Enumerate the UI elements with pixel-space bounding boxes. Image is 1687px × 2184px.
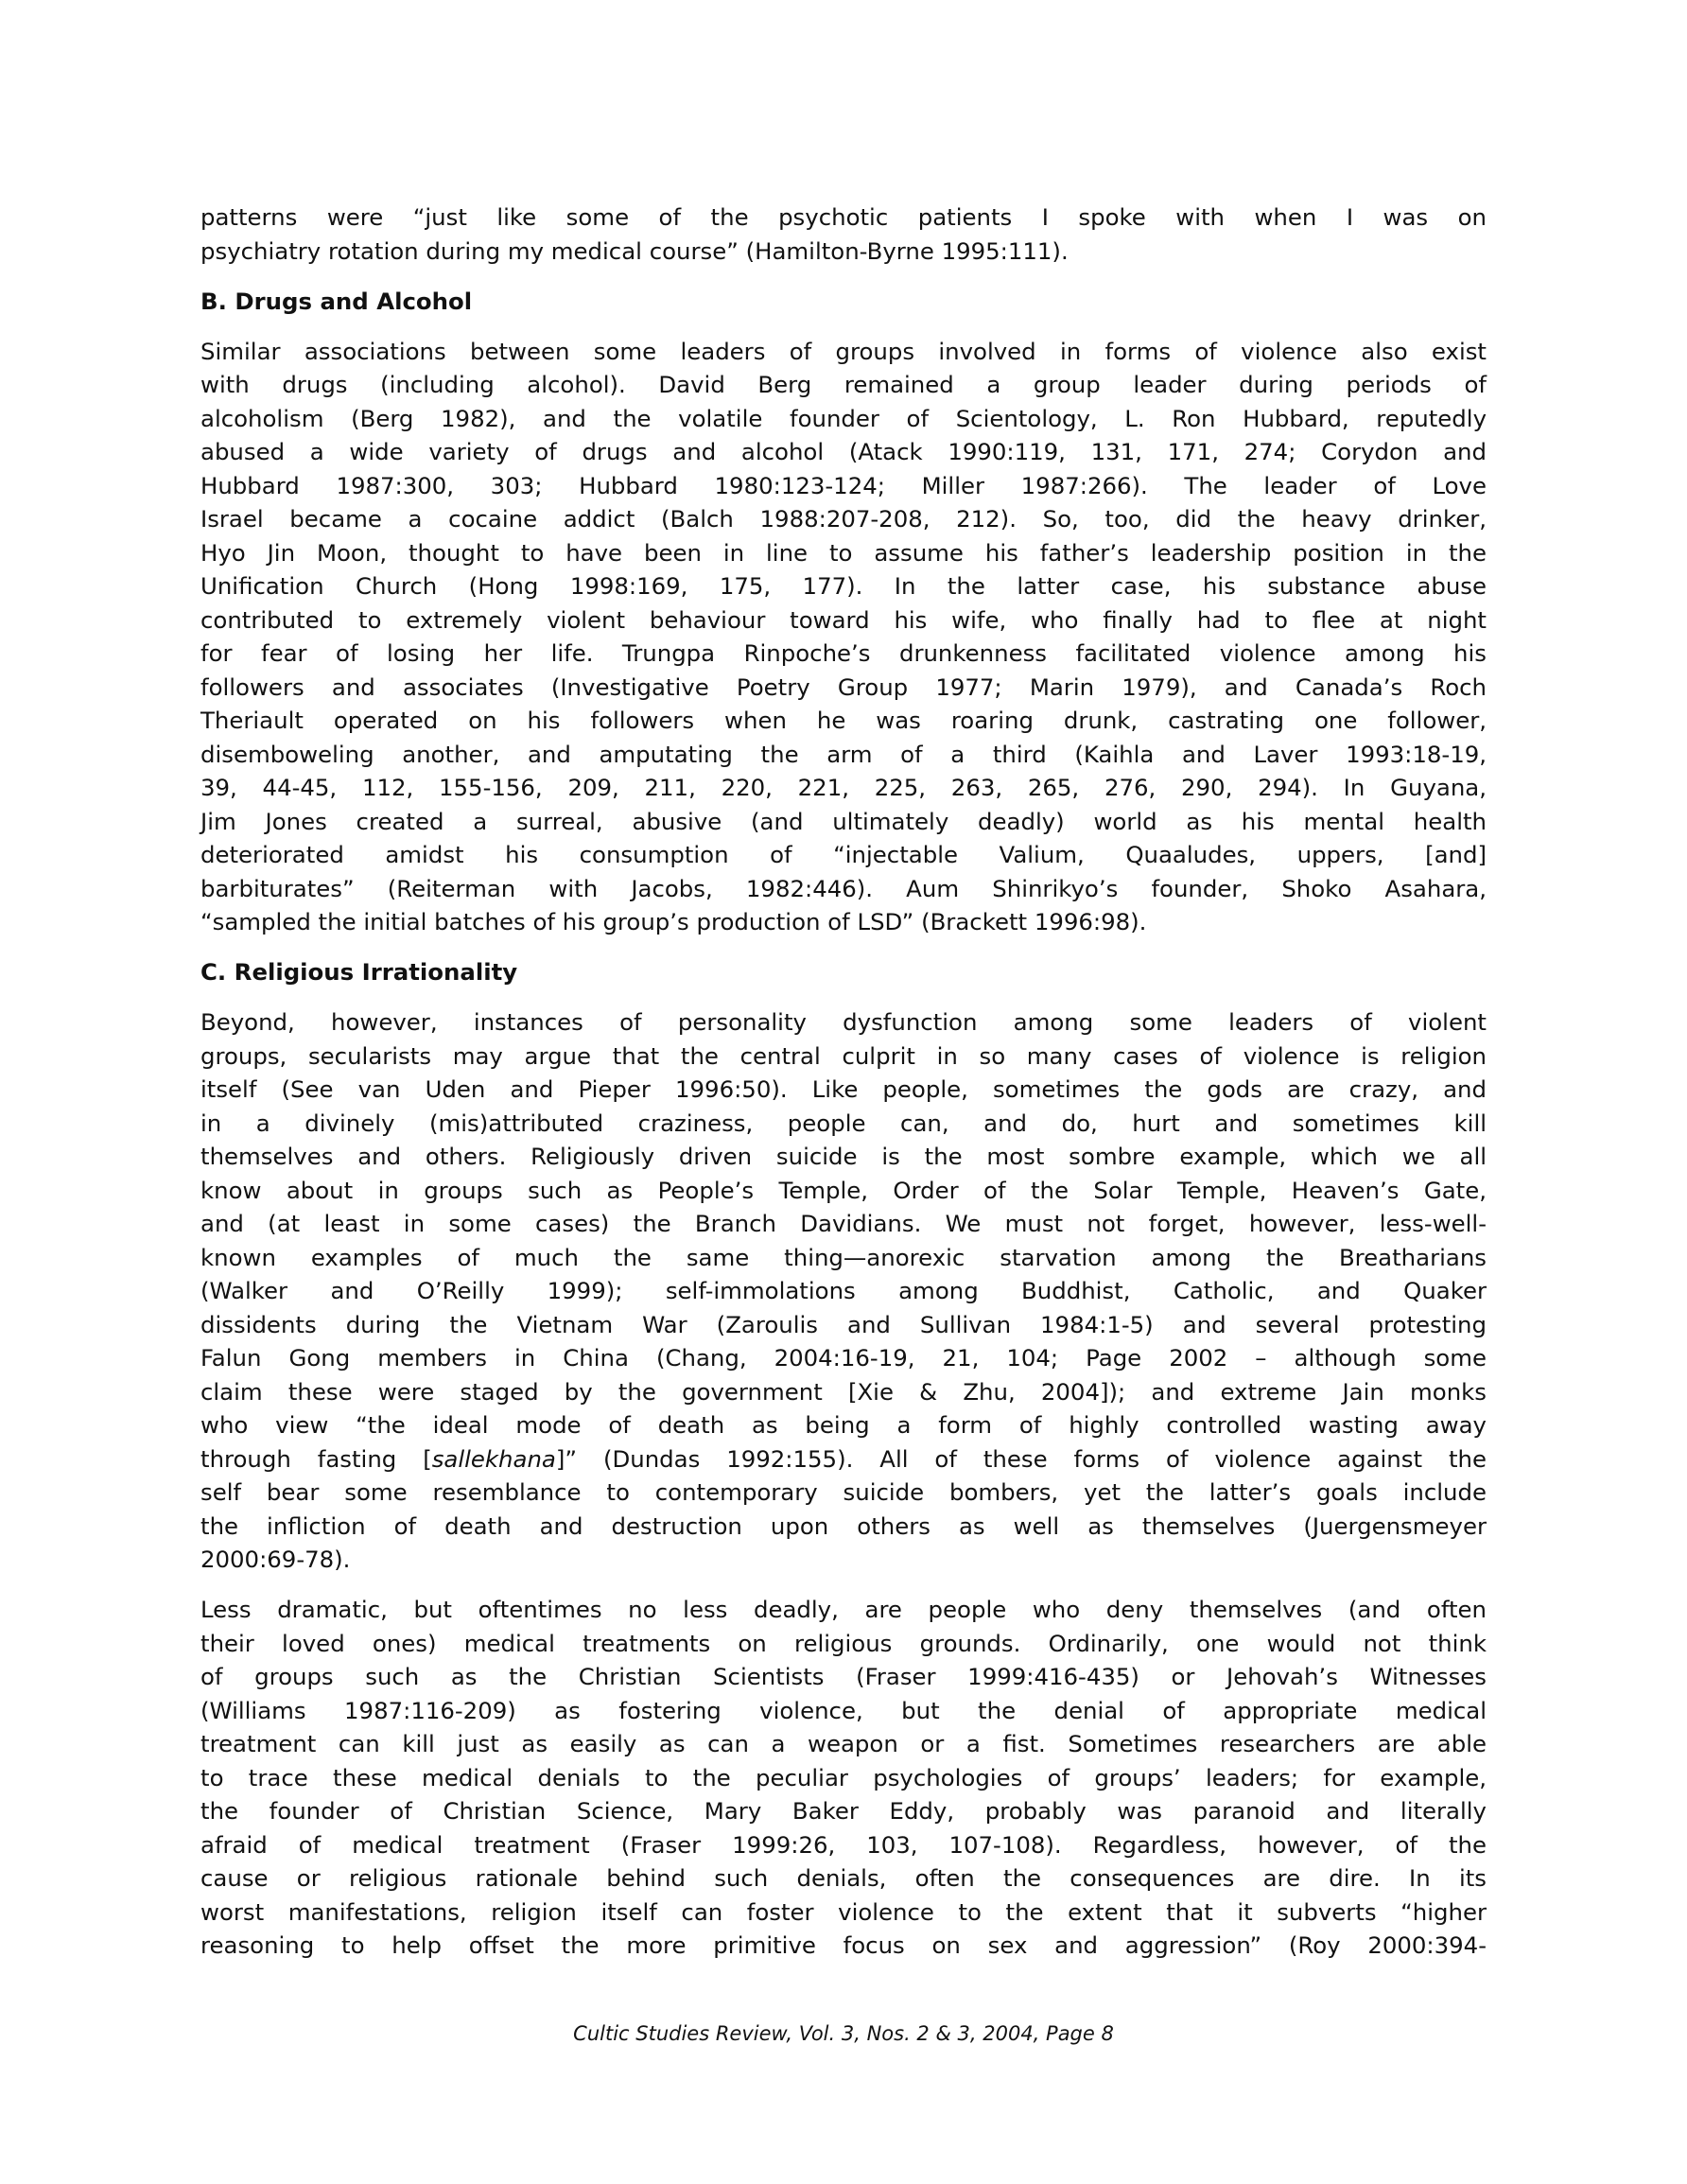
text-line: contributed to extremely violent behaviour toward his wife, who finally had to flee at night [200, 605, 1487, 634]
text-line: Hubbard 1987:300, 303; Hubbard 1980:123-124; Miller 1987:266). The leader of Love [200, 471, 1487, 499]
section-heading-religious-irrationality [200, 955, 1487, 989]
text-line: claim these were staged by the government [Xie & Zhu, 2004]); and extreme Jain monks [200, 1377, 1487, 1406]
text-line: dissidents during the Vietnam War (Zaroulis and Sullivan 1984:1-5) and several protesting [200, 1310, 1487, 1338]
text-line: Hyo Jin Moon, thought to have been in line to assume his father’s leadership position in the [200, 538, 1487, 567]
heading-text: B. Drugs and Alcohol [200, 287, 473, 315]
text-line: with drugs (including alcohol). David Berg remained a group leader during periods of [200, 371, 1487, 398]
text-line: afraid of medical treatment (Fraser 1999:26, 103, 107-108). Regardless, however, of the [200, 1830, 1487, 1859]
text-line: followers and associates (Investigative Poetry Group 1977; Marin 1979), and Canada’s Roch [200, 673, 1487, 701]
text-line: Jim Jones created a surreal, abusive (and ultimately deadly) world as his mental health [200, 807, 1487, 835]
text-line: their loved ones) medical treatments on religious grounds. Ordinarily, one would not think [200, 1629, 1487, 1657]
text-line: of groups such as the Christian Scientists (Fraser 1999:416-435) or Jehovah’s Witnesses [200, 1663, 1487, 1690]
text-line: (Williams 1987:116-209) as fostering violence, but the denial of appropriate medical [200, 1696, 1487, 1724]
paragraph-religious-irrationality [200, 1005, 1487, 1577]
text-line: disemboweling another, and amputating the arm of a third (Kaihla and Laver 1993:18-19, [200, 740, 1487, 768]
text-line: worst manifestations, religion itself can foster violence to the extent that it subverts “higher [200, 1897, 1487, 1926]
text-line: themselves and others. Religiously driven suicide is the most sombre example, which we all [200, 1143, 1487, 1170]
text-line: in a divinely (mis)attributed craziness, people can, and do, hurt and sometimes kill [200, 1109, 1487, 1137]
italic-term-sallekhana: sallekhana [431, 1444, 556, 1473]
text-line: barbiturates” (Reiterman with Jacobs, 1982:446). Aum Shinrikyo’s founder, Shoko Asahara, [200, 874, 1487, 902]
text-line: alcoholism (Berg 1982), and the volatile founder of Scientology, L. Ron Hubbard, reputedly [200, 404, 1487, 432]
text-line: (Walker and O’Reilly 1999); self-immolations among Buddhist, Catholic, and Quaker [200, 1277, 1487, 1304]
text-line: reasoning to help offset the more primitive focus on sex and aggression” (Roy 2000:394- [200, 1931, 1487, 1959]
paragraph-continuation [200, 201, 1487, 268]
text-line: Similar associations between some leaders of groups involved in forms of violence also exist [200, 337, 1487, 365]
text-line: for fear of losing her life. Trungpa Rinpoche’s drunkenness facilitated violence among his [200, 639, 1487, 667]
text-line: self bear some resemblance to contemporary suicide bombers, yet the latter’s goals include [200, 1478, 1487, 1506]
text-line: Less dramatic, but oftentimes no less deadly, are people who deny themselves (and often [200, 1596, 1487, 1623]
text-line: groups, secularists may argue that the central culprit in so many cases of violence is religion [200, 1041, 1487, 1070]
text-line: psychiatry rotation during my medical course” (Hamilton-Byrne 1995:111). [200, 236, 1069, 265]
body-text-column [200, 201, 1487, 1979]
text-line-with-italic-term [200, 1442, 1487, 1476]
text-line: the infliction of death and destruction upon others as well as themselves (Juergensmeyer [200, 1511, 1487, 1540]
text-line: Falun Gong members in China (Chang, 2004:16-19, 21, 104; Page 2002 – although some [200, 1344, 1487, 1372]
text-fragment: ]” (Dundas 1992:155). All of these forms of violence against the [555, 1444, 1487, 1473]
text-line: 39, 44-45, 112, 155-156, 209, 211, 220, 221, 225, 263, 265, 276, 290, 294). In Guyana, [200, 774, 1487, 801]
text-line: treatment can kill just as easily as can a weapon or a fist. Sometimes researchers are able [200, 1730, 1487, 1757]
text-line: known examples of much the same thing—anorexic starvation among the Breatharians [200, 1243, 1487, 1271]
text-line: Beyond, however, instances of personality dysfunction among some leaders of violent [200, 1008, 1487, 1036]
page-footer: Cultic Studies Review, Vol. 3, Nos. 2 & 3, 2004, Page 8 [573, 2022, 1114, 2045]
text-line: and (at least in some cases) the Branch Davidians. We must not forget, however, less-well- [200, 1210, 1487, 1237]
text-line: the founder of Christian Science, Mary Baker Eddy, probably was paranoid and literally [200, 1797, 1487, 1825]
text-line: to trace these medical denials to the peculiar psychologies of groups’ leaders; for example, [200, 1763, 1487, 1791]
section-heading-drugs-alcohol [200, 285, 1487, 319]
text-line: Unification Church (Hong 1998:169, 175, 177). In the latter case, his substance abuse [200, 572, 1487, 600]
text-line: who view “the ideal mode of death as being a form of highly controlled wasting away [200, 1411, 1487, 1439]
text-line: cause or religious rationale behind such denials, often the consequences are dire. In its [200, 1864, 1487, 1892]
text-line: “sampled the initial batches of his group’s production of LSD” (Brackett 1996:98). [200, 908, 1147, 935]
text-line: patterns were “just like some of the psychotic patients I spoke with when I was on [200, 203, 1487, 231]
paragraph-medical-denial [200, 1593, 1487, 1963]
text-fragment: through fasting [ [200, 1444, 432, 1473]
text-line: know about in groups such as People’s Temple, Order of the Solar Temple, Heaven’s Gate, [200, 1176, 1487, 1204]
text-line: Israel became a cocaine addict (Balch 1988:207-208, 212). So, too, did the heavy drinker, [200, 505, 1487, 533]
paragraph-drugs-alcohol [200, 335, 1487, 939]
text-line: deteriorated amidst his consumption of “injectable Valium, Quaaludes, uppers, [and] [200, 841, 1487, 868]
text-line: Theriault operated on his followers when he was roaring drunk, castrating one follower, [200, 707, 1487, 734]
heading-text: C. Religious Irrationality [200, 958, 518, 986]
text-line: 2000:69-78). [200, 1546, 351, 1573]
text-line: itself (See van Uden and Pieper 1996:50). Like people, sometimes the gods are crazy, and [200, 1075, 1487, 1103]
text-line: abused a wide variety of drugs and alcohol (Atack 1990:119, 131, 171, 274; Corydon and [200, 438, 1487, 465]
